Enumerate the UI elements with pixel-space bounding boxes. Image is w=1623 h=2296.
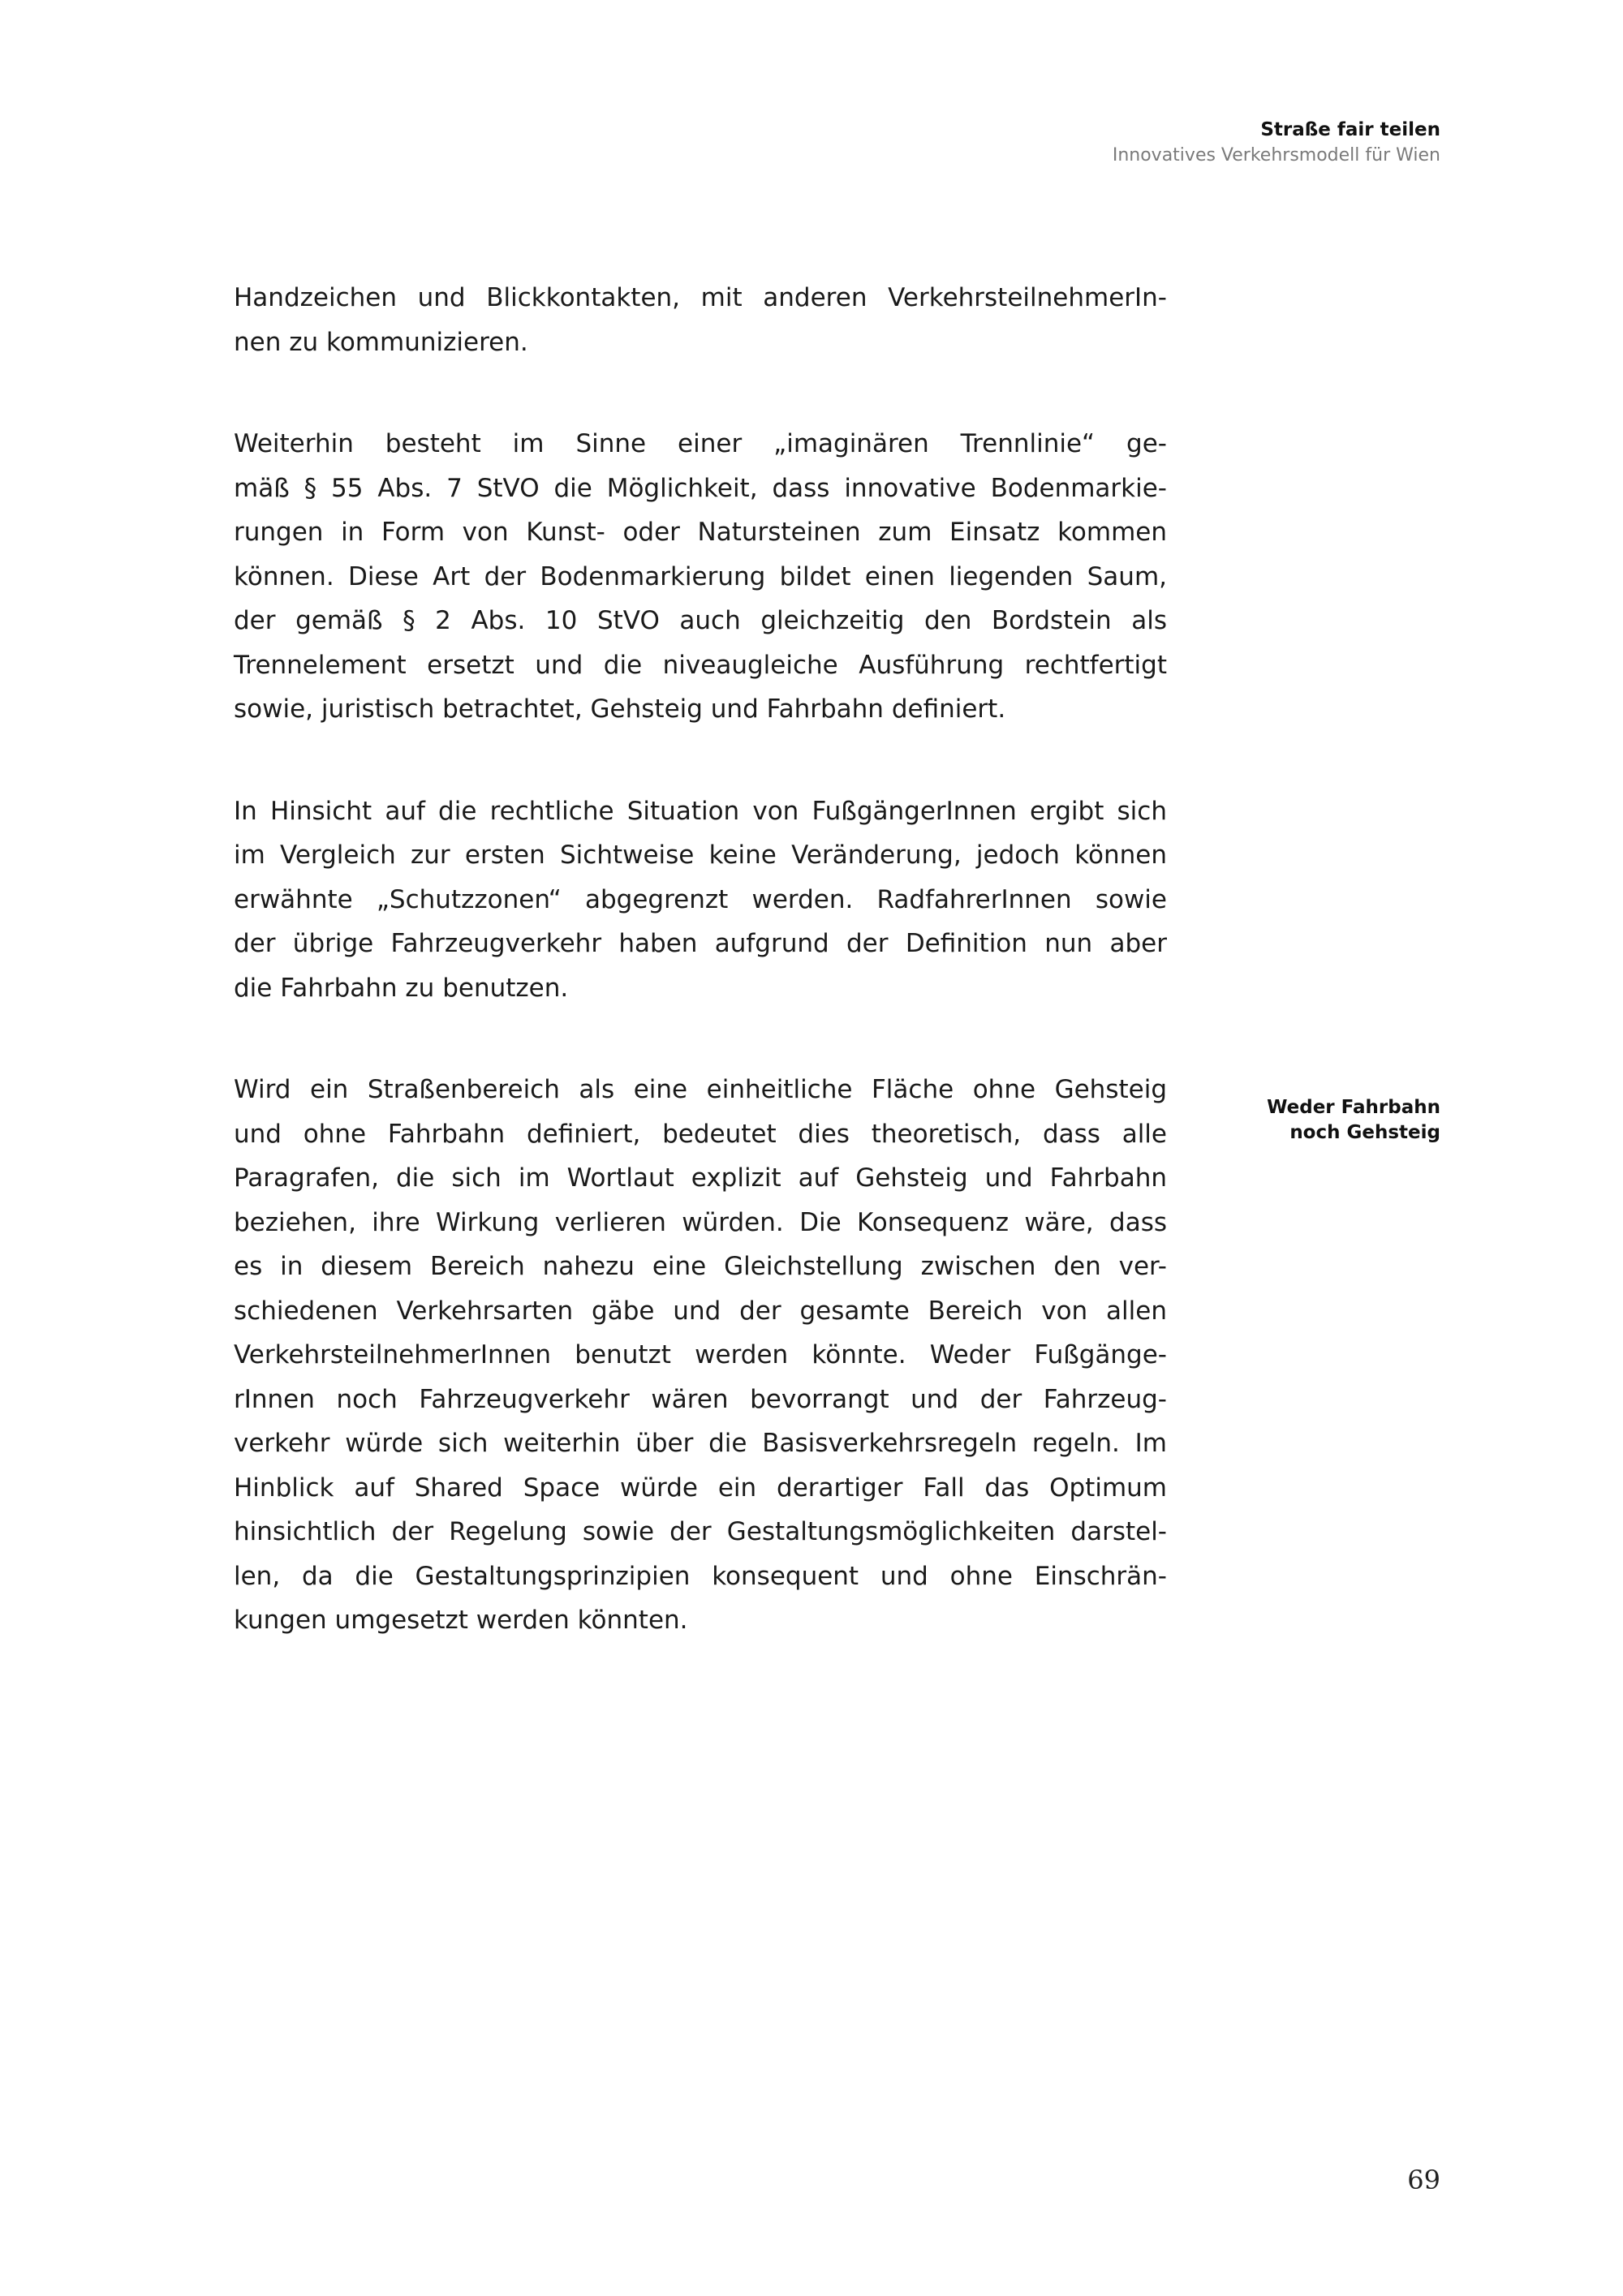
paragraph-1	[234, 276, 1167, 364]
margin-note-line: Weder Fahrbahn	[1267, 1097, 1440, 1118]
body-text	[234, 276, 1167, 1701]
text-line: und ohne Fahrbahn definiert, bedeutet dies theoretisch, dass alle	[234, 1119, 1167, 1149]
header-title: Straße fair teilen	[1260, 119, 1440, 140]
text-line: können. Diese Art der Bodenmarkierung bildet einen liegenden Saum,	[234, 561, 1167, 591]
text-line: rungen in Form von Kunst- oder Natursteinen zum Einsatz kommen	[234, 518, 1167, 547]
text-line: nen zu kommunizieren.	[234, 327, 528, 357]
text-line: die Fahrbahn zu benutzen.	[234, 973, 569, 1003]
text-line: len, da die Gestaltungsprinzipien konsequent und ohne Einschrän-	[234, 1561, 1167, 1591]
text-line: Handzeichen und Blickkontakten, mit anderen VerkehrsteilnehmerIn-	[234, 283, 1167, 312]
text-line: rInnen noch Fahrzeugverkehr wären bevorrangt und der Fahrzeug-	[234, 1384, 1167, 1414]
paragraph-2	[234, 422, 1167, 732]
text-line: Hinblick auf Shared Space würde ein derartiger Fall das Optimum	[234, 1473, 1167, 1503]
text-line: sowie, juristisch betrachtet, Gehsteig und Fahrbahn definiert.	[234, 694, 1006, 724]
text-line: Wird ein Straßenbereich als eine einheitliche Fläche ohne Gehsteig	[234, 1075, 1167, 1104]
text-line: im Vergleich zur ersten Sichtweise keine Veränderung, jedoch können	[234, 841, 1167, 870]
running-header	[1113, 117, 1440, 169]
header-subtitle: Innovatives Verkehrsmodell für Wien	[1112, 145, 1440, 166]
text-line: hinsichtlich der Regelung sowie der Gestaltungsmöglichkeiten darstel-	[234, 1517, 1167, 1546]
text-line: schiedenen Verkehrsarten gäbe und der gesamte Bereich von allen	[234, 1296, 1167, 1326]
text-line: es in diesem Bereich nahezu eine Gleichstellung zwischen den ver-	[234, 1252, 1167, 1281]
paragraph-4	[234, 1068, 1167, 1643]
margin-note-line: noch Gehsteig	[1289, 1122, 1440, 1143]
text-line: beziehen, ihre Wirkung verlieren würden. Die Konsequenz wäre, dass	[234, 1207, 1167, 1237]
text-line: erwähnte „Schutzzonen“ abgegrenzt werden. RadfahrerInnen sowie	[234, 884, 1167, 914]
paragraph-3	[234, 789, 1167, 1011]
text-line: Trennelement ersetzt und die niveaugleiche Ausführung rechtfertigt	[234, 650, 1167, 680]
text-line: mäß § 55 Abs. 7 StVO die Möglichkeit, dass innovative Bodenmarkie-	[234, 473, 1167, 503]
text-line: In Hinsicht auf die rechtliche Situation von FußgängerInnen ergibt sich	[234, 796, 1167, 826]
text-line: der gemäß § 2 Abs. 10 StVO auch gleichzeitig den Bordstein als	[234, 606, 1167, 635]
text-line: der übrige Fahrzeugverkehr haben aufgrund der Definition nun aber	[234, 929, 1167, 958]
page-number: 69	[1407, 2165, 1440, 2195]
text-line: VerkehrsteilnehmerInnen benutzt werden könnte. Weder Fußgänge-	[234, 1340, 1167, 1369]
margin-note	[1229, 1095, 1440, 1146]
text-line: kungen umgesetzt werden könnten.	[234, 1606, 688, 1635]
text-line: Paragrafen, die sich im Wortlaut explizit auf Gehsteig und Fahrbahn	[234, 1163, 1167, 1193]
text-line: verkehr würde sich weiterhin über die Basisverkehrsregeln regeln. Im	[234, 1429, 1167, 1458]
text-line: Weiterhin besteht im Sinne einer „imaginären Trennlinie“ ge-	[234, 429, 1167, 458]
